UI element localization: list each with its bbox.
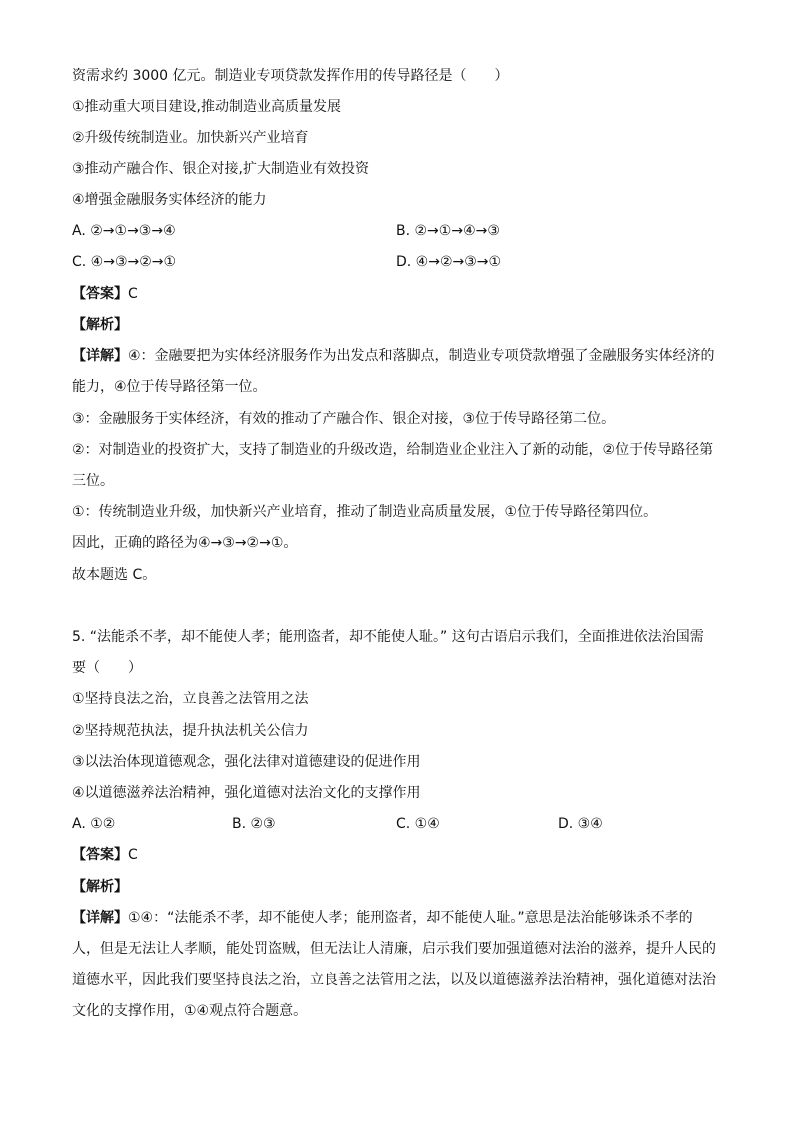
q5-detail-line-2: 人，但是无法让人孝顺，能处罚盗贼，但无法让人清廉，启示我们要加强道德对法治的滋养，提升人民的: [72, 941, 716, 957]
q5-detail-line-4: 文化的支撑作用，①④观点符合题意。: [72, 1003, 308, 1019]
q4-detail-tag: 【详解】: [72, 348, 128, 364]
q5-option-b: B. ②③: [232, 816, 276, 832]
q4-answer-value: C: [128, 286, 138, 302]
q5-analysis-tag: 【解析】: [72, 879, 128, 895]
q5-stem-line-1: 5. “法能杀不孝，却不能使人孝；能刑盗者，却不能使人耻。” 这句古语启示我们，全面推进依法治国需: [72, 629, 704, 645]
q5-detail-tag: 【详解】: [72, 910, 128, 926]
q4-stem-tail: 资需求约 3000 亿元。制造业专项贷款发挥作用的传导路径是（ ）: [72, 68, 509, 84]
q4-detail-line-3: ③：金融服务于实体经济，有效的推动了产融合作、银企对接，③位于传导路径第二位。: [72, 411, 616, 427]
q4-option-c: C. ④→③→②→①: [72, 254, 177, 270]
q4-detail-line-6: ①：传统制造业升级，加快新兴产业培育，推动了制造业高质量发展，①位于传导路径第四位。: [72, 504, 658, 520]
q5-answer-tag: 【答案】: [72, 847, 128, 863]
q5-item-2: ②坚持规范执法，提升执法机关公信力: [72, 723, 309, 739]
q5-option-c: C. ①④: [396, 816, 440, 832]
q5-option-a: A. ①②: [72, 816, 116, 832]
q4-detail-line-7: 因此，正确的路径为④→③→②→①。: [72, 535, 298, 551]
q4-item-2: ②升级传统制造业。加快新兴产业培育: [72, 130, 309, 146]
q5-stem-line-2: 要（ ）: [72, 660, 142, 676]
q4-item-1: ①推动重大项目建设,推动制造业高质量发展: [72, 99, 341, 115]
q4-detail-line-2: 能力，④位于传导路径第一位。: [72, 379, 267, 395]
q5-item-3: ③以法治体现道德观念，强化法律对道德建设的促进作用: [72, 754, 421, 770]
q5-detail-line-1: 【详解】①④：“法能杀不孝，却不能使人孝；能刑盗者，却不能使人耻。”意思是法治能够诛杀不孝的: [72, 910, 693, 926]
q5-answer-value: C: [128, 847, 138, 863]
q5-item-4: ④以道德滋养法治精神，强化道德对法治文化的支撑作用: [72, 785, 421, 801]
q4-detail-line-4: ②：对制造业的投资扩大，支持了制造业的升级改造，给制造业企业注入了新的动能，②位于传导路径第: [72, 442, 714, 458]
q4-detail-line-1: 【详解】④：金融要把为实体经济服务作为出发点和落脚点，制造业专项贷款增强了金融服务实体经济的: [72, 348, 715, 364]
q4-detail-line-5: 三位。: [72, 473, 114, 489]
q4-option-d: D. ④→②→③→①: [396, 254, 502, 270]
q5-detail-line-3: 道德水平，因此我们要坚持良法之治，立良善之法管用之法，以及以道德滋养法治精神，强化道德对法治: [72, 972, 716, 988]
q4-item-3: ③推动产融合作、银企对接,扩大制造业有效投资: [72, 161, 369, 177]
q4-detail-line-8: 故本题选 C。: [72, 567, 157, 583]
q4-answer: [72, 284, 138, 304]
q5-answer: [72, 845, 138, 865]
q4-option-a: A. ②→①→③→④: [72, 223, 176, 239]
q4-option-b: B. ②→①→④→③: [396, 223, 500, 239]
q5-item-1: ①坚持良法之治，立良善之法管用之法: [72, 691, 309, 707]
q4-item-4: ④增强金融服务实体经济的能力: [72, 192, 267, 208]
q4-answer-tag: 【答案】: [72, 286, 128, 302]
q4-analysis-tag: 【解析】: [72, 317, 128, 333]
q5-option-d: D. ③④: [558, 816, 603, 832]
